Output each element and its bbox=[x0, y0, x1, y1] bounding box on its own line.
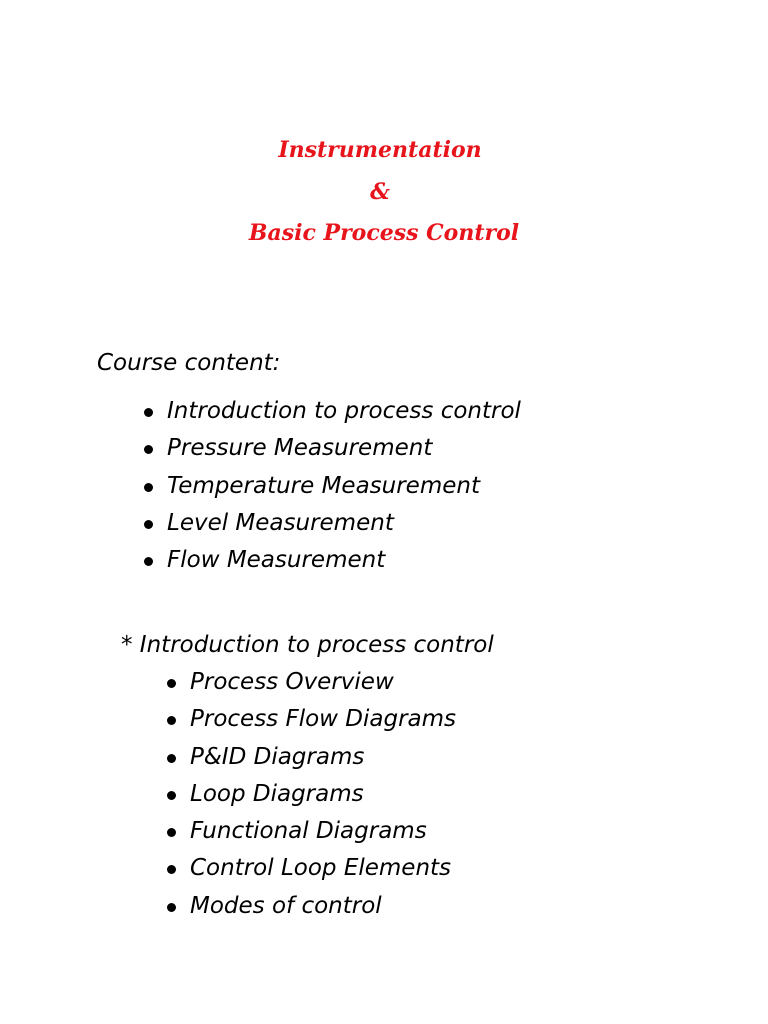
course-content-list bbox=[142, 397, 521, 583]
bullet-icon bbox=[144, 483, 153, 492]
bullet-icon bbox=[144, 520, 153, 529]
intro-section-heading: * Introduction to process control bbox=[121, 632, 494, 658]
list-item-label: P&ID Diagrams bbox=[190, 743, 365, 770]
list-item bbox=[142, 397, 521, 434]
list-item bbox=[165, 705, 456, 742]
list-item-label: Modes of control bbox=[190, 892, 382, 919]
list-item-label: Flow Measurement bbox=[167, 547, 386, 574]
list-item bbox=[142, 472, 521, 509]
intro-section-list bbox=[165, 668, 456, 929]
bullet-icon bbox=[167, 679, 176, 688]
list-item bbox=[165, 817, 456, 854]
list-item bbox=[165, 668, 456, 705]
bullet-icon bbox=[167, 903, 176, 912]
list-item bbox=[165, 892, 456, 929]
list-item-label: Control Loop Elements bbox=[190, 855, 452, 882]
list-item bbox=[165, 854, 456, 891]
bullet-icon bbox=[144, 408, 153, 417]
title-ampersand: & bbox=[370, 179, 390, 205]
bullet-icon bbox=[167, 791, 176, 800]
list-item bbox=[142, 509, 521, 546]
list-item bbox=[142, 434, 521, 471]
bullet-icon bbox=[167, 828, 176, 837]
list-item-label: Process Overview bbox=[190, 669, 394, 695]
list-item-label: Temperature Measurement bbox=[167, 472, 480, 499]
list-item-label: Level Measurement bbox=[167, 509, 394, 536]
bullet-icon bbox=[144, 445, 153, 454]
bullet-icon bbox=[167, 716, 176, 725]
title-line-instrumentation: Instrumentation bbox=[278, 137, 482, 163]
course-content-heading: Course content: bbox=[97, 350, 281, 376]
title-line-basic-process-control: Basic Process Control bbox=[248, 220, 520, 246]
list-item bbox=[165, 743, 456, 780]
list-item-label: Introduction to process control bbox=[167, 398, 521, 424]
list-item bbox=[142, 546, 521, 583]
list-item bbox=[165, 780, 456, 817]
list-item-label: Process Flow Diagrams bbox=[190, 706, 457, 733]
list-item-label: Functional Diagrams bbox=[190, 818, 427, 845]
list-item-label: Pressure Measurement bbox=[167, 435, 433, 462]
bullet-icon bbox=[144, 557, 153, 566]
list-item-label: Loop Diagrams bbox=[190, 780, 364, 807]
bullet-icon bbox=[167, 865, 176, 874]
bullet-icon bbox=[167, 754, 176, 763]
